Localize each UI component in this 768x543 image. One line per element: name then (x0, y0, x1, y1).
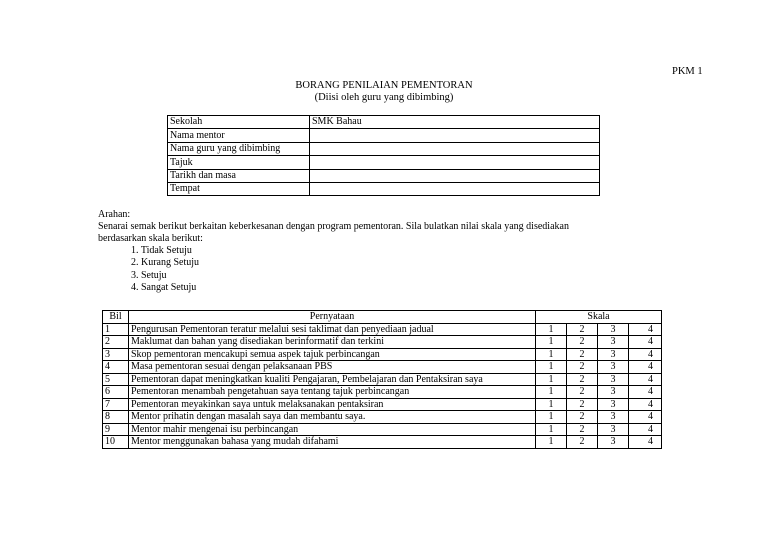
info-label: Nama guru yang dibimbing (168, 142, 310, 155)
scale-value-2[interactable]: 2 (567, 411, 598, 424)
scale-option: 3. Setuju (131, 269, 167, 281)
info-row (168, 142, 600, 155)
scale-value-3[interactable]: 3 (598, 386, 629, 399)
scale-value-3[interactable]: 3 (598, 323, 629, 336)
scale-value-2[interactable]: 2 (567, 436, 598, 449)
evaluation-row (103, 411, 662, 424)
scale-options-list (98, 245, 698, 295)
info-row (168, 129, 600, 142)
scale-value-3[interactable]: 3 (598, 411, 629, 424)
scale-value-1[interactable]: 1 (536, 411, 567, 424)
header-bil: Bil (103, 311, 129, 324)
row-number: 4 (103, 361, 129, 374)
info-label: Tempat (168, 182, 310, 195)
info-row (168, 169, 600, 182)
info-label: Tajuk (168, 156, 310, 169)
scale-value-2[interactable]: 2 (567, 336, 598, 349)
info-row (168, 156, 600, 169)
row-statement: Mentor mahir mengenai isu perbincangan (129, 423, 536, 436)
row-number: 1 (103, 323, 129, 336)
form-subtitle: (Diisi oleh guru yang dibimbing) (314, 92, 454, 103)
info-label: Sekolah (168, 116, 310, 129)
row-statement: Mentor prihatin dengan masalah saya dan membantu saya. (129, 411, 536, 424)
scale-value-3[interactable]: 3 (598, 361, 629, 374)
scale-value-3[interactable]: 3 (598, 436, 629, 449)
scale-value-3[interactable]: 3 (598, 348, 629, 361)
scale-value-4[interactable]: 4 (629, 386, 662, 399)
scale-value-4[interactable]: 4 (629, 411, 662, 424)
row-statement: Pengurusan Pementoran teratur melalui sesi taklimat dan penyediaan jadual (129, 323, 536, 336)
info-value[interactable] (310, 182, 600, 195)
instructions (98, 209, 698, 295)
row-statement: Maklumat dan bahan yang disediakan berinformatif dan terkini (129, 336, 536, 349)
evaluation-row (103, 336, 662, 349)
evaluation-table (102, 310, 662, 449)
scale-value-3[interactable]: 3 (598, 398, 629, 411)
info-label: Tarikh dan masa (168, 169, 310, 182)
evaluation-row (103, 398, 662, 411)
scale-value-3[interactable]: 3 (598, 423, 629, 436)
evaluation-header-row (103, 311, 662, 324)
row-statement: Pementoran dapat meningkatkan kualiti Pengajaran, Pembelajaran dan Pentaksiran saya (129, 373, 536, 386)
scale-value-1[interactable]: 1 (536, 436, 567, 449)
info-row (168, 116, 600, 129)
scale-value-2[interactable]: 2 (567, 348, 598, 361)
info-value[interactable] (310, 129, 600, 142)
instructions-line-1: Senarai semak berikut berkaitan keberkesanan dengan program pementoran. Sila bulatkan nilai skala yang disediakan (98, 221, 569, 232)
scale-value-4[interactable]: 4 (629, 348, 662, 361)
info-value[interactable] (310, 169, 600, 182)
scale-value-3[interactable]: 3 (598, 373, 629, 386)
row-statement: Masa pementoran sesuai dengan pelaksanaan PBS (129, 361, 536, 374)
row-number: 9 (103, 423, 129, 436)
scale-value-2[interactable]: 2 (567, 361, 598, 374)
instructions-line-2: berdasarkan skala berikut: (98, 233, 203, 244)
form-title: BORANG PENILAIAN PEMENTORAN (295, 80, 473, 91)
info-value[interactable] (310, 156, 600, 169)
evaluation-row (103, 436, 662, 449)
info-value[interactable] (310, 142, 600, 155)
row-statement: Skop pementoran mencakupi semua aspek tajuk perbincangan (129, 348, 536, 361)
info-label: Nama mentor (168, 129, 310, 142)
scale-value-1[interactable]: 1 (536, 373, 567, 386)
scale-value-2[interactable]: 2 (567, 323, 598, 336)
scale-value-1[interactable]: 1 (536, 361, 567, 374)
row-number: 10 (103, 436, 129, 449)
scale-value-2[interactable]: 2 (567, 386, 598, 399)
evaluation-row (103, 348, 662, 361)
evaluation-row (103, 361, 662, 374)
scale-value-4[interactable]: 4 (629, 323, 662, 336)
info-row (168, 182, 600, 195)
row-number: 6 (103, 386, 129, 399)
form-code: PKM 1 (672, 66, 703, 77)
row-number: 2 (103, 336, 129, 349)
evaluation-row (103, 373, 662, 386)
scale-value-4[interactable]: 4 (629, 398, 662, 411)
evaluation-row (103, 386, 662, 399)
row-number: 3 (103, 348, 129, 361)
scale-value-1[interactable]: 1 (536, 386, 567, 399)
row-number: 8 (103, 411, 129, 424)
scale-value-1[interactable]: 1 (536, 323, 567, 336)
scale-option: 1. Tidak Setuju (131, 245, 192, 256)
scale-value-4[interactable]: 4 (629, 336, 662, 349)
info-value[interactable]: SMK Bahau (310, 116, 600, 129)
header-scale: Skala (536, 311, 662, 324)
scale-value-1[interactable]: 1 (536, 336, 567, 349)
scale-value-2[interactable]: 2 (567, 423, 598, 436)
info-table (167, 115, 600, 196)
scale-value-1[interactable]: 1 (536, 423, 567, 436)
evaluation-row (103, 423, 662, 436)
scale-value-1[interactable]: 1 (536, 348, 567, 361)
scale-value-2[interactable]: 2 (567, 373, 598, 386)
instructions-heading: Arahan: (98, 209, 131, 220)
scale-value-2[interactable]: 2 (567, 398, 598, 411)
row-number: 5 (103, 373, 129, 386)
scale-value-3[interactable]: 3 (598, 336, 629, 349)
scale-value-1[interactable]: 1 (536, 398, 567, 411)
scale-value-4[interactable]: 4 (629, 436, 662, 449)
scale-option: 4. Sangat Setuju (131, 282, 197, 294)
row-statement: Pementoran menambah pengetahuan saya tentang tajuk perbincangan (129, 386, 536, 399)
row-statement: Mentor menggunakan bahasa yang mudah difahami (129, 436, 536, 449)
row-statement: Pementoran meyakinkan saya untuk melaksanakan pentaksiran (129, 398, 536, 411)
scale-value-4[interactable]: 4 (629, 423, 662, 436)
scale-option: 2. Kurang Setuju (131, 257, 200, 269)
scale-value-4[interactable]: 4 (629, 373, 662, 386)
scale-value-4[interactable]: 4 (629, 361, 662, 374)
row-number: 7 (103, 398, 129, 411)
evaluation-row (103, 323, 662, 336)
header-statement: Pernyataan (129, 311, 536, 324)
